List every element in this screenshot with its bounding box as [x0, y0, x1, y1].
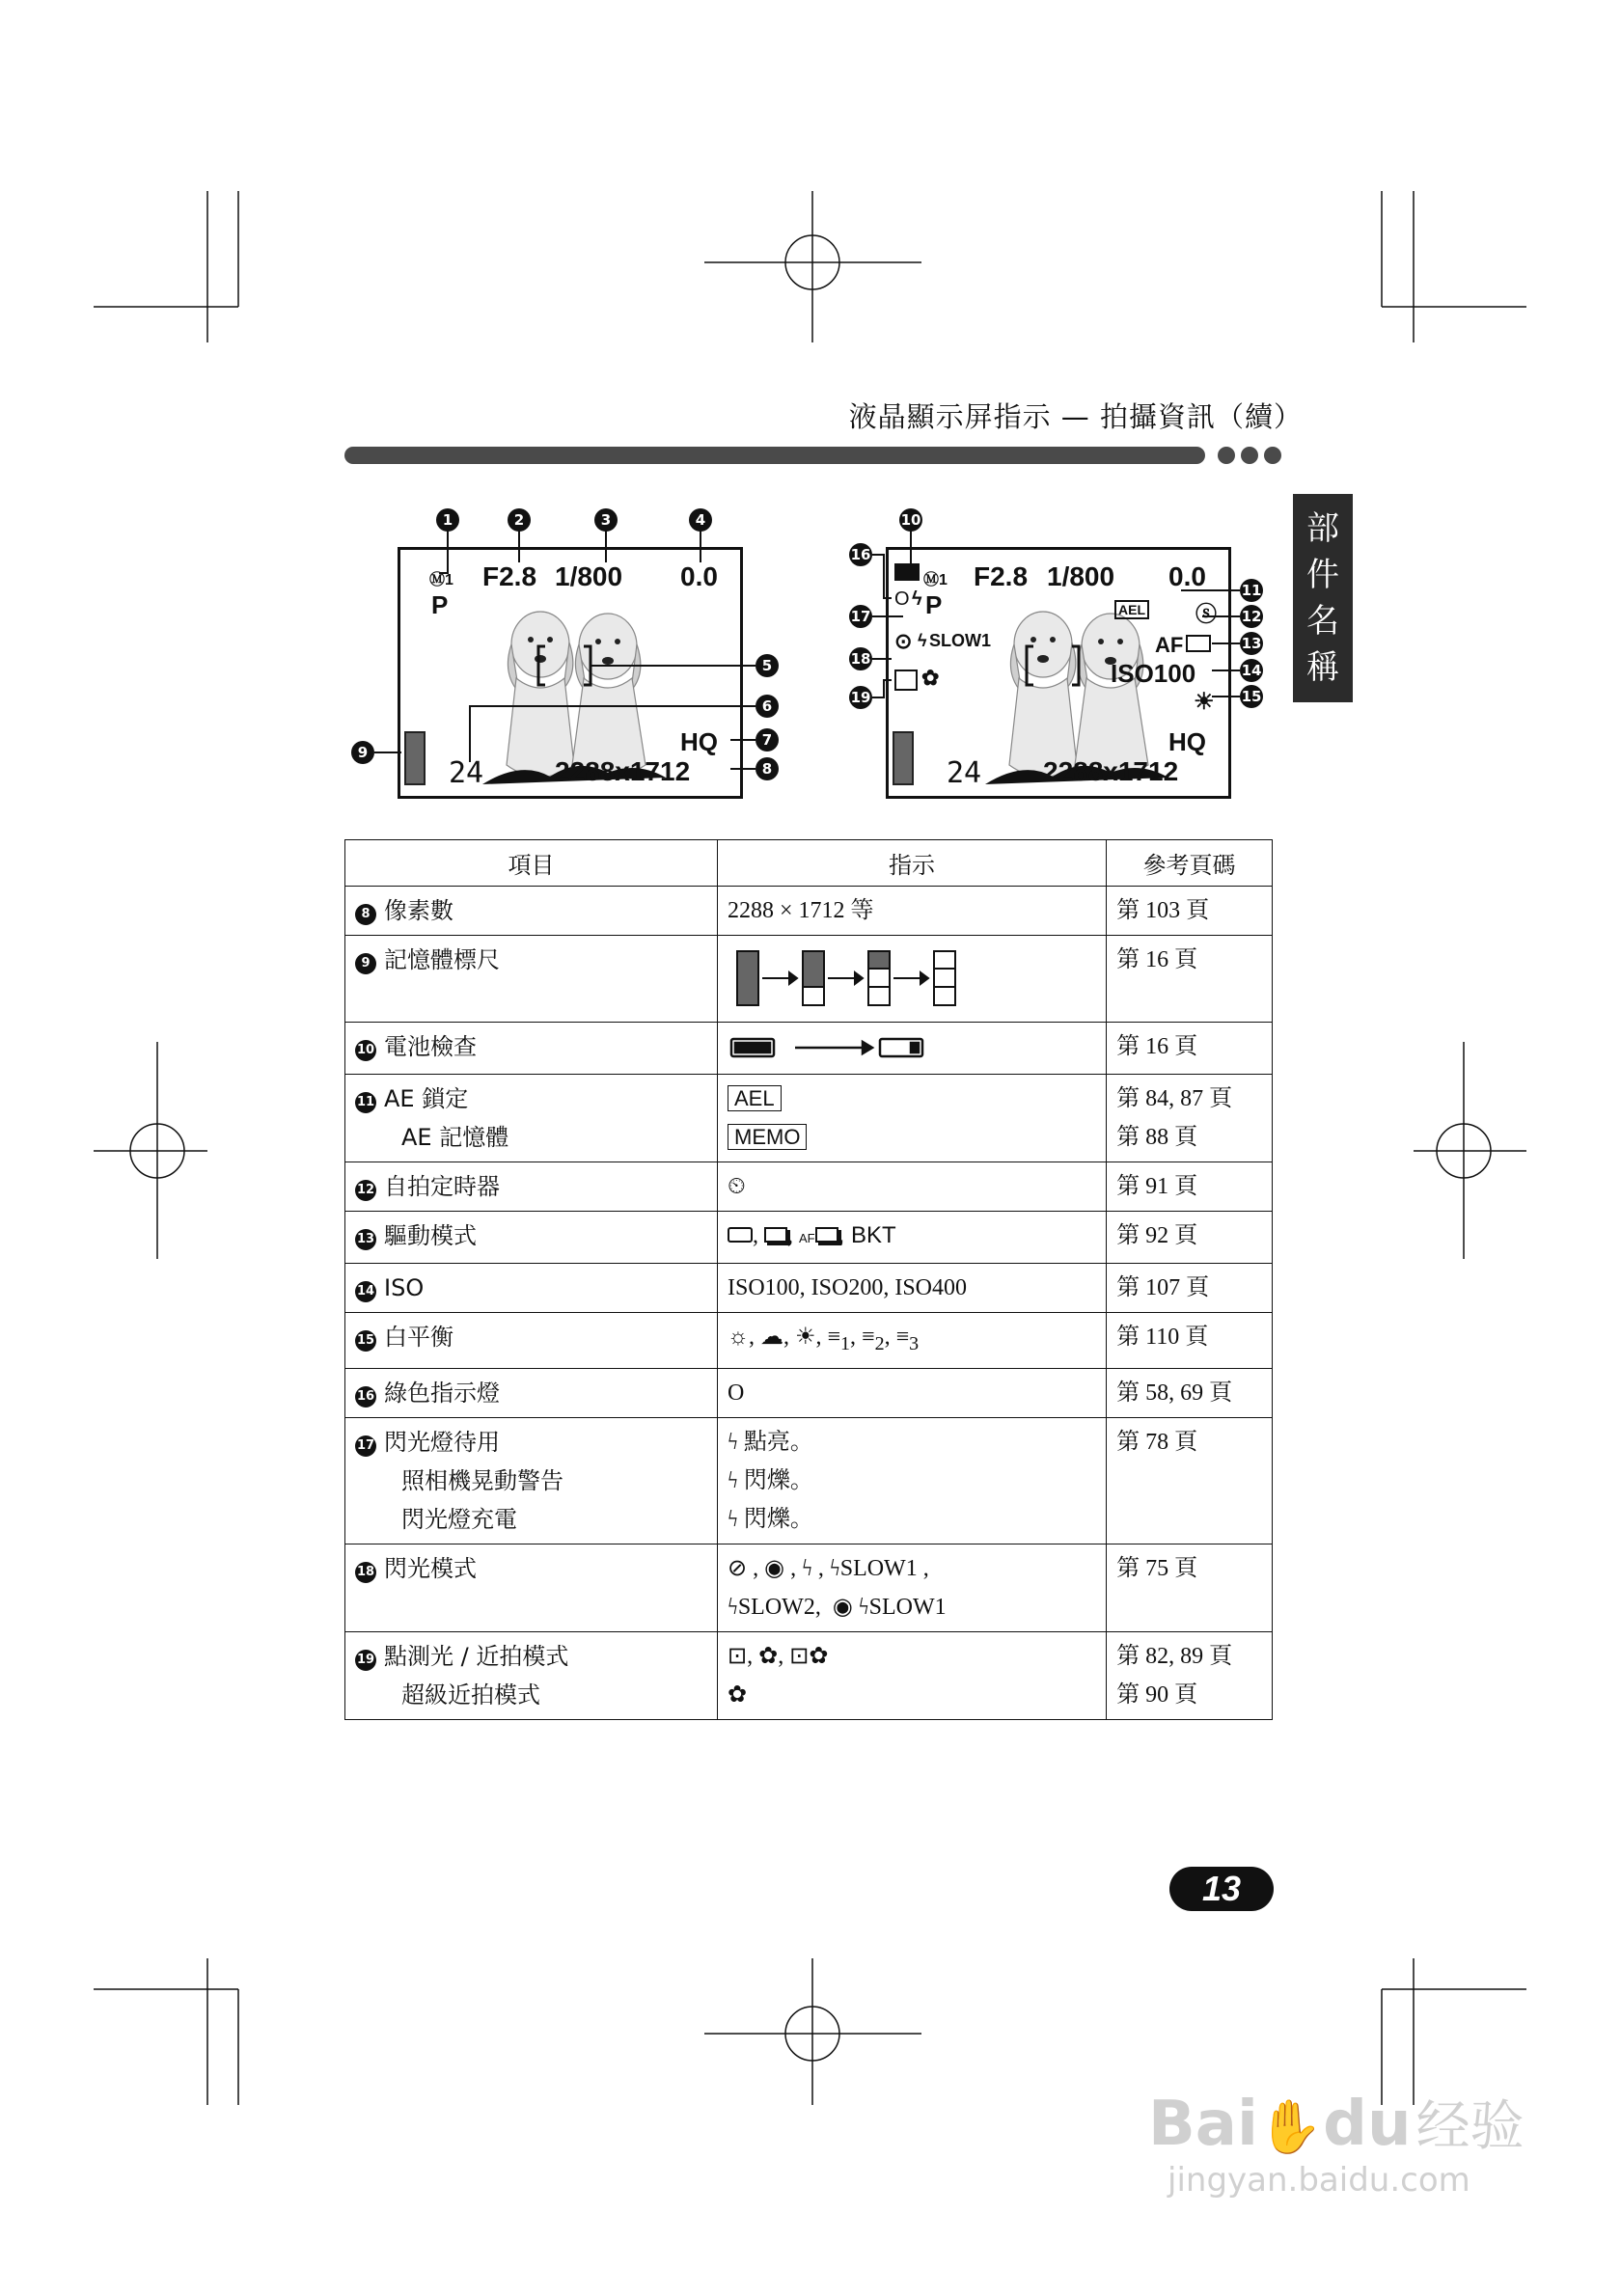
iso-indicator: ISO100 — [1111, 659, 1196, 688]
macro-icon: ✿ — [758, 1643, 779, 1669]
exposure-compensation: 0.0 — [1168, 561, 1206, 591]
red-eye-icon: ◉ — [832, 1594, 853, 1620]
item-label: 綠色指示燈 — [384, 1379, 500, 1407]
flash-icon: ϟ — [829, 1555, 840, 1581]
watermark-brand2: du — [1323, 2089, 1412, 2160]
callout-marker: 11 — [1240, 579, 1263, 602]
ael-indicator: AEL — [728, 1085, 782, 1111]
shutter-speed: 1/800 — [555, 561, 623, 591]
row-number: 10 — [355, 1040, 376, 1061]
callout-marker: 8 — [756, 757, 779, 780]
sequential-icon — [764, 1227, 787, 1243]
row-number: 11 — [355, 1092, 376, 1113]
section-tab-char: 稱 — [1306, 648, 1339, 687]
row-number: 8 — [355, 904, 376, 925]
callout-marker: 5 — [756, 654, 779, 677]
callout-marker: 17 — [849, 605, 872, 628]
baidu-watermark — [1148, 2084, 1525, 2200]
item-label: 閃光模式 — [384, 1554, 477, 1582]
page-ref: 第 91 頁 — [1116, 1174, 1198, 1199]
aperture-value: F2.8 — [974, 561, 1029, 591]
single-frame-icon — [728, 1227, 753, 1243]
column-header: 指示 — [718, 840, 1107, 887]
table-row — [345, 1313, 1273, 1369]
indication-text: 閃爍。 — [743, 1506, 813, 1532]
iso-values: ISO100, ISO200, ISO400 — [728, 1275, 968, 1300]
row-number: 15 — [355, 1330, 376, 1352]
table-row: 18 閃光模式 ⊘ , ◉ , ϟ , ϟSLOW1 , ϟSLOW2, ◉ ϟSLOW1 第 75 頁 — [345, 1544, 1273, 1631]
callout-marker: 9 — [351, 741, 374, 764]
item-label: 照相機晃動警告 — [401, 1466, 563, 1494]
record-mode-icon: Ⓜ︎1 — [923, 572, 948, 588]
spot-macro-icon: ⊡✿ — [789, 1643, 829, 1669]
column-header: 參考頁碼 — [1107, 840, 1273, 887]
page-ref: 第 84, 87 頁 — [1116, 1086, 1233, 1111]
white-balance-icon: ☀ — [1194, 689, 1215, 715]
callout-marker: 3 — [594, 508, 618, 532]
page-header-title: 液晶顯示屏指示 — 拍攝資訊（續） — [848, 400, 1303, 433]
callout-marker: 7 — [756, 728, 779, 752]
page-ref: 第 82, 89 頁 — [1116, 1643, 1233, 1669]
record-quality: HQ — [680, 727, 718, 756]
column-header: 項目 — [345, 840, 718, 887]
callout-marker: 13 — [1240, 632, 1263, 655]
macro-icon: ✿ — [921, 666, 940, 690]
table-row — [345, 1264, 1273, 1313]
ae-lock-indicator: AEL — [1114, 600, 1149, 619]
item-label: 自拍定時器 — [384, 1173, 500, 1200]
flash-off-icon: ⊘ — [728, 1555, 748, 1581]
item-label: 電池檢查 — [384, 1033, 477, 1060]
table-row — [345, 1417, 1273, 1544]
image-resolution: 2288x1712 — [555, 756, 691, 786]
page-ref: 第 16 頁 — [1116, 1034, 1198, 1059]
indication-text: 點亮。 — [743, 1429, 813, 1455]
watermark-url: jingyan.baidu.com — [1168, 2161, 1470, 2200]
flash-icon: ϟ — [858, 1594, 869, 1620]
record-quality: HQ — [1168, 727, 1206, 756]
red-eye-icon: ◉ — [764, 1555, 785, 1581]
table-row — [345, 887, 1273, 936]
flash-icon: ϟ — [728, 1594, 738, 1620]
af-sequential-icon: AF — [799, 1231, 815, 1245]
callout-marker: 10 — [899, 508, 922, 532]
section-tab-char: 名 — [1306, 602, 1339, 641]
page-ref: 第 88 頁 — [1116, 1125, 1198, 1150]
item-label: 驅動模式 — [384, 1222, 477, 1249]
watermark-cn: 经验 — [1415, 2095, 1525, 2158]
aperture-value: F2.8 — [482, 561, 537, 591]
shooting-mode: P — [925, 590, 943, 619]
callout-marker: 2 — [508, 508, 531, 532]
row-number: 13 — [355, 1229, 376, 1250]
drive-mode-text: , BKT — [838, 1222, 896, 1248]
callout-marker: 6 — [756, 695, 779, 718]
item-label: 閃光燈待用 — [384, 1428, 500, 1456]
white-balance-icons: ☼, ☁, ☀, $\equiv_1$, $\equiv_2$, $\equiv_3$ — [728, 1325, 920, 1354]
table-row: 19 點測光 / 近拍模式 超級近拍模式 ⊡, ✿, ⊡✿ ✿ 第 82, 89 頁 第 90 頁 — [345, 1631, 1273, 1719]
flash-mode-text: SLOW1 — [868, 1594, 947, 1620]
frames-remaining: 24 — [947, 756, 982, 790]
page-ref: 第 58, 69 頁 — [1116, 1380, 1233, 1406]
shutter-speed: 1/800 — [1047, 561, 1115, 591]
table-row — [345, 1368, 1273, 1417]
callout-marker: 19 — [849, 686, 872, 709]
self-timer-icon: ⓢ — [1195, 602, 1218, 626]
row-number: 12 — [355, 1180, 376, 1201]
battery-check-icon — [728, 1033, 940, 1062]
page-ref: 第 75 頁 — [1116, 1555, 1198, 1581]
record-mode-icon: Ⓜ︎1 — [429, 572, 453, 588]
table-row — [345, 1162, 1273, 1212]
item-label: AE 記憶體 — [401, 1124, 509, 1151]
green-lamp-indication: O — [728, 1380, 745, 1406]
callout-marker: 12 — [1240, 605, 1263, 628]
row-number: 9 — [355, 953, 376, 974]
table-row — [345, 936, 1273, 1023]
super-macro-icon: ✿ — [728, 1681, 748, 1708]
section-tab-char: 部 — [1306, 509, 1339, 548]
row-number: 14 — [355, 1281, 376, 1302]
image-resolution: 2288x1712 — [1043, 756, 1179, 786]
shooting-mode: P — [431, 590, 449, 619]
row-number: 18 — [355, 1562, 376, 1583]
callout-marker: 14 — [1240, 659, 1263, 682]
row-number: 17 — [355, 1435, 376, 1457]
paw-logo-icon: ✋ — [1257, 2096, 1324, 2157]
callout-marker: 16 — [849, 543, 872, 566]
page-ref: 第 92 頁 — [1116, 1223, 1198, 1248]
page-ref: 第 16 頁 — [1116, 947, 1198, 972]
flash-slow-label: SLOW1 — [929, 631, 992, 650]
self-timer-icon: ⏲ — [728, 1174, 746, 1199]
page-ref: 第 78 頁 — [1116, 1429, 1198, 1455]
green-lamp-icon: O — [894, 588, 910, 610]
table-row: 13 驅動模式 , , AF , BKT 第 92 頁 — [345, 1212, 1273, 1264]
item-label: 超級近拍模式 — [401, 1681, 540, 1708]
item-label: 記憶體標尺 — [384, 946, 500, 973]
table-row — [345, 1075, 1273, 1162]
page-ref: 第 107 頁 — [1116, 1275, 1210, 1300]
flash-standby-icon: ϟ — [912, 588, 922, 610]
flash-mode-indicator: ϟ — [918, 631, 927, 650]
spot-metering-icon: ⊡ — [728, 1643, 748, 1669]
item-label: 白平衡 — [384, 1324, 453, 1351]
item-label: 點測光 / 近拍模式 — [384, 1642, 569, 1670]
page-number: 13 — [1169, 1867, 1274, 1911]
callout-marker: 1 — [436, 508, 459, 532]
flash-mode-text: SLOW2, — [737, 1594, 821, 1620]
flash-mode-text: SLOW1 , — [839, 1555, 929, 1581]
memo-indicator: MEMO — [728, 1124, 807, 1150]
callout-marker: 15 — [1240, 685, 1263, 708]
item-label: 像素數 — [384, 897, 453, 924]
flash-icon: ϟ — [728, 1429, 738, 1455]
row-number: 16 — [355, 1386, 376, 1408]
callout-marker: 18 — [849, 647, 872, 670]
indication-text: 2288 × 1712 等 — [728, 898, 874, 923]
page-ref: 第 110 頁 — [1116, 1325, 1209, 1350]
indicator-table — [344, 839, 1273, 1720]
row-number: 19 — [355, 1650, 376, 1671]
frames-remaining: 24 — [449, 756, 484, 790]
item-label: ISO — [384, 1274, 425, 1301]
table-header-row — [345, 840, 1273, 887]
red-eye-icon: ⊙ — [894, 629, 913, 653]
page-ref: 第 103 頁 — [1116, 898, 1210, 923]
exposure-compensation: 0.0 — [680, 561, 718, 591]
flash-icon: ϟ — [728, 1506, 738, 1532]
callout-marker: 4 — [689, 508, 712, 532]
flash-icon: ϟ — [728, 1467, 738, 1493]
table-row — [345, 1023, 1273, 1075]
watermark-brand: Bai — [1148, 2089, 1258, 2160]
indication-text: 閃爍。 — [743, 1467, 813, 1493]
item-label: 閃光燈充電 — [401, 1505, 517, 1533]
item-label: AE 鎖定 — [384, 1085, 469, 1112]
flash-icon: ϟ — [802, 1555, 812, 1581]
section-tab-char: 件 — [1306, 556, 1339, 594]
memory-gauge-sequence-icon — [728, 946, 998, 1010]
drive-mode-indicator: AF — [1155, 633, 1184, 657]
page-ref: 第 90 頁 — [1116, 1681, 1198, 1708]
